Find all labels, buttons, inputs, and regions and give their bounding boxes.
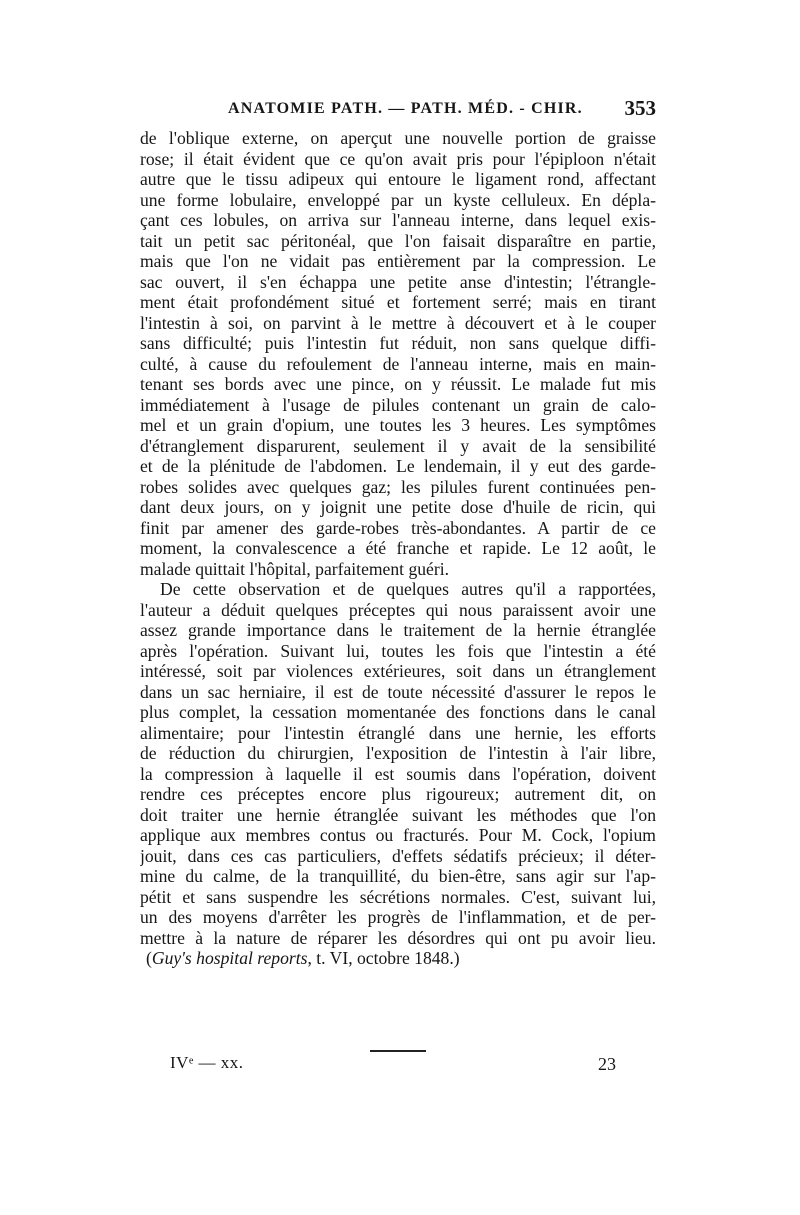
page-number: 353 — [624, 96, 656, 120]
citation-journal: Guy's hospital reports — [151, 948, 308, 968]
text-line: finit par amener des garde-robes très-abondantes. A partir de ce — [140, 517, 656, 538]
text-line: culté, à cause du refoulement de l'anneau interne, mais en main- — [140, 353, 656, 374]
running-title: ANATOMIE PATH. — PATH. MÉD. - CHIR. — [228, 100, 583, 117]
text-line: tenant ses bords avec une pince, on y réussit. Le malade fut mis — [140, 374, 656, 394]
text-line: plus complet, la cessation momentanée des fonctions dans le canal — [140, 702, 656, 722]
text-line: l'intestin à soi, on parvint à le mettre à découvert et à le couper — [140, 312, 656, 333]
text-line: et de la plénitude de l'abdomen. Le lendemain, il y eut des garde- — [140, 456, 656, 476]
text-line: robes solides avec quelques gaz; les pilules furent continuées pen- — [140, 476, 656, 497]
body-text — [140, 128, 656, 969]
text-line: sac ouvert, il s'en échappa une petite anse d'intestin; l'étrangle- — [140, 271, 656, 292]
text-line: d'étranglement disparurent, seulement il y avait de la sensibilité — [140, 435, 656, 456]
text-line: ment était profondément situé et fortement serré; mais en tirant — [140, 292, 656, 312]
citation-details: , t. VI, octobre 1848.) — [307, 948, 460, 968]
citation — [140, 948, 656, 969]
text-line: pétit et sans suspendre les sécrétions normales. C'est, suivant lui, — [140, 886, 656, 907]
text-line: mel et un grain d'opium, une toutes les 3 heures. Les symptômes — [140, 415, 656, 435]
text-line: un des moyens d'arrêter les progrès de l'inflammation, et de per- — [140, 907, 656, 927]
text-line: çant ces lobules, on arriva sur l'anneau interne, dans lequel exis- — [140, 210, 656, 230]
signature-mark: IVᵉ — xx. — [170, 1053, 244, 1072]
citation-open: ( — [146, 948, 152, 968]
text-line: tait un petit sac péritonéal, que l'on faisait disparaître en partie, — [140, 230, 656, 251]
text-line: assez grande importance dans le traitement de la hernie étranglée — [140, 620, 656, 640]
paragraph-end-line: malade quittait l'hôpital, parfaitement guéri. — [140, 558, 449, 579]
text-line: mettre à la nature de réparer les désordres qui ont pu avoir lieu. — [140, 927, 656, 948]
text-line: de l'oblique externe, on aperçut une nouvelle portion de graisse — [140, 128, 656, 148]
running-head — [140, 96, 656, 122]
text-line: immédiatement à l'usage de pilules contenant un grain de calo- — [140, 394, 656, 415]
text-line: mine du calme, de la tranquillité, du bien-être, sans agir sur l'ap- — [140, 866, 656, 886]
text-line: alimentaire; pour l'intestin étranglé dans une hernie, les efforts — [140, 722, 656, 743]
text-line: mais que l'on ne vidait pas entièrement par la compression. Le — [140, 251, 656, 271]
text-line: rendre ces préceptes encore plus rigoureux; autrement dit, on — [140, 784, 656, 804]
text-line: après l'opération. Suivant lui, toutes les fois que l'intestin a été — [140, 640, 656, 661]
text-line: une forme lobulaire, enveloppé par un kyste celluleux. En dépla- — [140, 189, 656, 210]
text-line: doit traiter une hernie étranglée suivant les méthodes que l'on — [140, 804, 656, 825]
text-line: autre que le tissu adipeux qui entoure le ligament rond, affectant — [140, 169, 656, 189]
text-line: l'auteur a déduit quelques préceptes qui nous paraissent avoir une — [140, 599, 656, 620]
paragraph-start-line: De cette observation et de quelques autres qu'il a rapportées, — [160, 579, 656, 599]
text-line: moment, la convalescence a été franche et rapide. Le 12 août, le — [140, 538, 656, 558]
text-line: applique aux membres contus ou fracturés. Pour M. Cock, l'opium — [140, 825, 656, 845]
text-line: dant deux jours, on y joignit une petite dose d'huile de ricin, qui — [140, 497, 656, 517]
text-line: la compression à laquelle il est soumis dans l'opération, doivent — [140, 763, 656, 784]
sheet-number: 23 — [598, 1054, 616, 1074]
text-line: sans difficulté; puis l'intestin fut réduit, non sans quelque diffi- — [140, 333, 656, 353]
text-line: intéressé, soit par violences extérieures, soit dans un étranglement — [140, 661, 656, 681]
text-line: de réduction du chirurgien, l'exposition de l'intestin à l'air libre, — [140, 743, 656, 763]
text-line: jouit, dans ces cas particuliers, d'effets sédatifs précieux; il déter- — [140, 845, 656, 866]
text-line: rose; il était évident que ce qu'on avait pris pour l'épiploon n'était — [140, 148, 656, 169]
text-line: dans un sac herniaire, il est de toute nécessité d'assurer le repos le — [140, 681, 656, 702]
page-footer — [140, 1050, 656, 1080]
footer-rule — [370, 1050, 426, 1052]
